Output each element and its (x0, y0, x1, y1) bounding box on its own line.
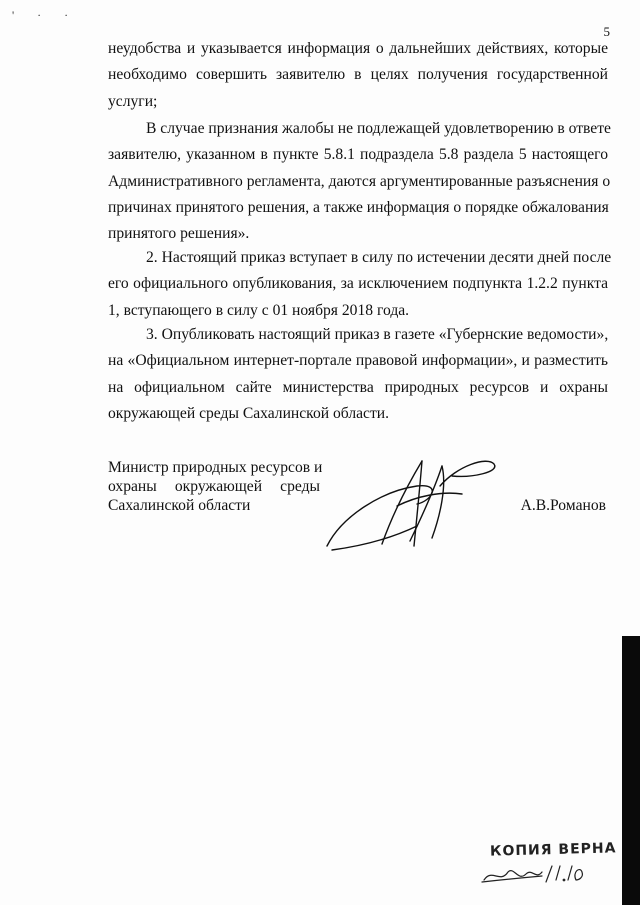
text-line: неудобства и указывается информация о дальнейших действиях, которые (108, 40, 608, 57)
text-line: его официального опубликования, за исключением подпункта 1.2.2 пункта (108, 275, 608, 293)
copy-certified-stamp: КОПИЯ ВЕРНА (489, 840, 617, 860)
page-number: 5 (603, 24, 610, 39)
text-line: В случае признания жалобы не подлежащей удовлетворению в ответе (146, 120, 611, 137)
scan-edge-bar (622, 636, 640, 905)
signatory-title (108, 458, 323, 515)
signatory-title-line: охраны окружающей среды (108, 478, 320, 495)
paragraph-publication (108, 322, 608, 427)
text-line: заявителю, указанном в пункте 5.8.1 подраздела 5.8 раздела 5 настоящего (108, 146, 608, 164)
text-line: причинах принятого решения, а также информация о порядке обжалования (108, 198, 609, 216)
text-line: на официальном сайте министерства природных ресурсов и охраны (108, 378, 608, 396)
text-line: на «Официальном интернет-портале правовой информации», и разместить (108, 352, 608, 370)
text-line: окружающей среды Сахалинской области. (108, 404, 390, 422)
signatory-title-line: Министр природных ресурсов и (108, 459, 323, 476)
paragraph-continuation (108, 36, 608, 115)
text-line: 2. Настоящий приказ вступает в силу по истечении десяти дней после (146, 249, 612, 266)
signatory-name: А.В.Романов (520, 497, 606, 514)
scan-corner-marks: ' · · (12, 8, 79, 22)
text-line: необходимо совершить заявителю в целях получения государственной (108, 66, 608, 84)
text-line: Административного регламента, даются аргументированные разъяснения о (108, 172, 611, 190)
paragraph-complaint-rejection (108, 116, 611, 247)
text-line: принятого решения». (108, 225, 250, 243)
signatory-title-line: Сахалинской области (108, 497, 251, 514)
text-line: услуги; (108, 92, 158, 110)
stamp-signature-date (480, 858, 590, 888)
paragraph-effective-date (108, 245, 612, 324)
handwritten-signature (322, 446, 502, 556)
text-line: 3. Опубликовать настоящий приказ в газете «Губернские ведомости», (146, 326, 609, 343)
text-line: 1, вступающего в силу с 01 ноября 2018 года. (108, 301, 410, 319)
